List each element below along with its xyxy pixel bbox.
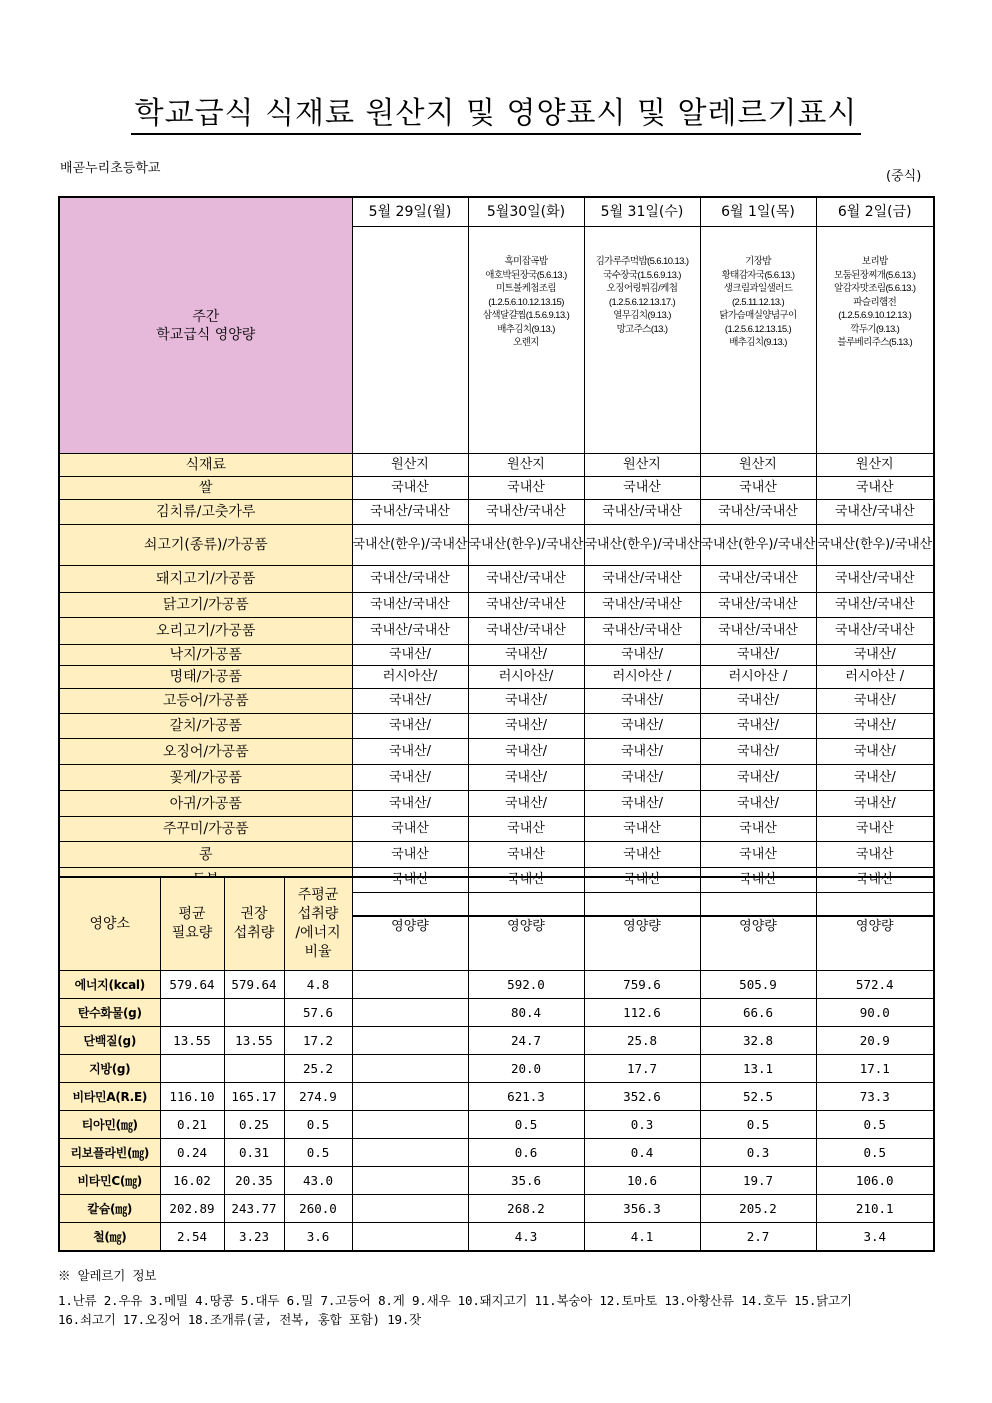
origin-value: 원산지 [468, 454, 584, 477]
nutrient-name: 리보플라빈(㎎) [59, 1139, 160, 1167]
nutrient-name: 티아민(㎎) [59, 1111, 160, 1139]
origin-value: 국내산 [352, 477, 468, 500]
origin-value: 국내산/ [352, 765, 468, 791]
nutrient-name: 단백질(g) [59, 1027, 160, 1055]
origin-value: 국내산/국내산 [584, 618, 700, 645]
menu-item: 오징어링튀김/케첩 [606, 283, 678, 294]
menu-item: 국수장국(1.5.6.9.13.) [603, 269, 681, 281]
origin-row [59, 593, 934, 618]
day-header: 5월30일(화) [468, 197, 584, 227]
nutrition-row [59, 1055, 934, 1083]
nutrition-value: 35.6 [468, 1167, 584, 1195]
ingredient-label: 주꾸미/가공품 [59, 817, 352, 842]
origin-value: 국내산/ [700, 739, 816, 765]
menu-item: 열무김치(9.13.) [613, 310, 671, 321]
day-header: 6월 2일(금) [816, 197, 934, 227]
origin-value: 국내산(한우)/국내산 [816, 525, 934, 566]
origin-value: 국내산 [816, 868, 934, 893]
nutrition-value: 3.4 [816, 1223, 934, 1252]
weekly-ratio-header: 주평균 섭취량 /에너지 비율 [284, 877, 352, 971]
menu-item: 미트볼케첩조림 [495, 283, 557, 294]
origin-value: 국내산(한우)/국내산 [700, 525, 816, 566]
origin-value: 국내산/ [816, 739, 934, 765]
origin-value: 국내산/ [816, 791, 934, 817]
origin-value: 국내산(한우)/국내산 [352, 525, 468, 566]
nutrition-value: 10.6 [584, 1167, 700, 1195]
origin-value: 국내산/ [352, 791, 468, 817]
menu-item: 닭가슴매실양념구이 [719, 310, 797, 321]
page-title: 학교급식 식재료 원산지 및 영양표시 및 알레르기표시 [0, 88, 992, 132]
origin-row [59, 714, 934, 739]
origin-value: 국내산/국내산 [584, 566, 700, 593]
nutrition-value: 0.5 [468, 1111, 584, 1139]
nutrition-value: 20.0 [468, 1055, 584, 1083]
day-header: 5월 29일(월) [352, 197, 468, 227]
origin-value: 국내산/국내산 [700, 500, 816, 525]
meal-type: (중식) [886, 169, 922, 184]
nutrition-value: 4.3 [468, 1223, 584, 1252]
origin-value: 국내산/ [816, 645, 934, 666]
origin-value: 국내산/국내산 [352, 618, 468, 645]
menu-item: 보리밥 [861, 256, 888, 267]
menu-cell [816, 227, 934, 454]
origin-row [59, 525, 934, 566]
allergy-list-line2: 16.쇠고기 17.오징어 18.조개류(굴, 전복, 홍합 포함) 19.잣 [58, 1312, 422, 1327]
weekly-ratio: 0.5 [284, 1139, 352, 1167]
origin-value: 국내산/ [700, 765, 816, 791]
recommended-intake: 0.31 [224, 1139, 284, 1167]
nutrition-row [59, 1027, 934, 1055]
avg-requirement: 0.24 [160, 1139, 224, 1167]
origin-value: 국내산/국내산 [700, 593, 816, 618]
nutrition-row [59, 1167, 934, 1195]
weekly-ratio: 43.0 [284, 1167, 352, 1195]
origin-value: 국내산 [816, 842, 934, 868]
nutrient-name: 칼슘(㎎) [59, 1195, 160, 1223]
day-header: 5월 31일(수) [584, 197, 700, 227]
origin-value: 국내산/국내산 [816, 593, 934, 618]
nutrition-value [352, 1083, 468, 1111]
origin-value: 국내산 [816, 817, 934, 842]
ingredient-label: 갈치/가공품 [59, 714, 352, 739]
nutrient-name: 철(㎎) [59, 1223, 160, 1252]
origin-value: 국내산/ [352, 645, 468, 666]
ingredient-label: 명태/가공품 [59, 666, 352, 689]
nutrient-name: 비타민C(㎎) [59, 1167, 160, 1195]
origin-value: 원산지 [352, 454, 468, 477]
weekly-ratio: 260.0 [284, 1195, 352, 1223]
nutrition-value [352, 999, 468, 1027]
origin-value: 원산지 [584, 454, 700, 477]
origin-value: 국내산/국내산 [468, 618, 584, 645]
nutrition-table [58, 876, 935, 1252]
origin-value: 러시아산 / [816, 666, 934, 689]
nutrient-name: 탄수화물(g) [59, 999, 160, 1027]
nutrition-value: 2.7 [700, 1223, 816, 1252]
nutrition-value [352, 971, 468, 999]
origin-value: 국내산/국내산 [816, 500, 934, 525]
recommended-intake: 243.77 [224, 1195, 284, 1223]
menu-item: 블루베리주스(5.13.) [837, 337, 913, 348]
nutrition-value: 210.1 [816, 1195, 934, 1223]
date-row [59, 197, 934, 227]
weekly-ratio: 25.2 [284, 1055, 352, 1083]
origin-value: 국내산/국내산 [352, 593, 468, 618]
nutrition-value: 25.8 [584, 1027, 700, 1055]
menu-item: 망고주스(13.) [616, 323, 668, 335]
ingredient-label: 오리고기/가공품 [59, 618, 352, 645]
origin-value: 국내산 [584, 477, 700, 500]
origin-value: 국내산/ [584, 689, 700, 714]
origin-value: 국내산 [584, 817, 700, 842]
origin-value: 국내산/ [700, 645, 816, 666]
origin-row [59, 477, 934, 500]
menu-cell [468, 227, 584, 454]
nutrient-name: 비타민A(R.E) [59, 1083, 160, 1111]
recommended-intake [224, 1055, 284, 1083]
origin-value: 국내산/ [584, 645, 700, 666]
origin-row [59, 765, 934, 791]
menu-item: 알감자맛조림(5.6.13.) [834, 283, 916, 294]
ingredient-label: 고등어/가공품 [59, 689, 352, 714]
nutrition-row [59, 1195, 934, 1223]
allergy-heading: ※ 알레르기 정보 [58, 1268, 157, 1283]
origin-value: 국내산/국내산 [816, 618, 934, 645]
origin-value: 국내산 [468, 817, 584, 842]
origin-value: 국내산 [700, 477, 816, 500]
nutrition-row [59, 971, 934, 999]
origin-value: 국내산 [468, 842, 584, 868]
origin-value: 국내산/ [584, 791, 700, 817]
origin-value: 국내산/ [352, 714, 468, 739]
weekly-ratio: 17.2 [284, 1027, 352, 1055]
origin-value: 국내산/ [584, 714, 700, 739]
origin-value: 국내산/ [816, 689, 934, 714]
origin-value: 원산지 [816, 454, 934, 477]
nutrition-value: 24.7 [468, 1027, 584, 1055]
ingredient-label: 쌀 [59, 477, 352, 500]
avg-requirement: 116.10 [160, 1083, 224, 1111]
nutrition-value: 0.6 [468, 1139, 584, 1167]
nutrition-value [352, 1167, 468, 1195]
nutrition-value: 52.5 [700, 1083, 816, 1111]
nutrition-value: 106.0 [816, 1167, 934, 1195]
weekly-ratio: 57.6 [284, 999, 352, 1027]
menu-item: 배추김치(9.13.) [497, 323, 555, 335]
nutrition-amount-header: 영양량 [468, 877, 584, 971]
weekly-nutrition-label: 주간 학교급식 영양량 [59, 197, 352, 454]
menu-cell [352, 227, 468, 454]
nutrition-row [59, 1083, 934, 1111]
nutrient-name: 에너지(kcal) [59, 971, 160, 999]
menu-item: 모둠된장찌개(5.6.13.) [834, 269, 916, 281]
origin-value: 국내산/ [468, 645, 584, 666]
origin-value: 러시아산 / [584, 666, 700, 689]
nutrition-value [352, 1195, 468, 1223]
recommended-intake [224, 999, 284, 1027]
avg-requirement: 16.02 [160, 1167, 224, 1195]
nutrition-row [59, 1223, 934, 1252]
nutrition-value: 205.2 [700, 1195, 816, 1223]
origin-table [58, 196, 935, 917]
origin-value: 국내산/ [352, 739, 468, 765]
school-name: 배곧누리초등학교 [60, 161, 161, 176]
nutrition-amount-header: 영양량 [816, 877, 934, 971]
origin-value: 국내산 [352, 817, 468, 842]
menu-item: 깍두기(9.13.) [850, 323, 900, 335]
origin-value: 국내산 [468, 477, 584, 500]
menu-item: 오렌지 [513, 337, 539, 348]
nutrition-value: 80.4 [468, 999, 584, 1027]
nutrition-value: 17.1 [816, 1055, 934, 1083]
nutrition-value: 505.9 [700, 971, 816, 999]
origin-row [59, 454, 934, 477]
nutrition-amount-header: 영양량 [584, 877, 700, 971]
nutrition-value: 17.7 [584, 1055, 700, 1083]
allergy-list-line1: 1.난류 2.우유 3.메밀 4.땅콩 5.대두 6.밀 7.고등어 8.게 9.새우 10.돼지고기 11.복숭아 12.토마토 13.아황산류 14.호두 15.닭고기 [58, 1293, 852, 1308]
nutrition-value: 0.3 [700, 1139, 816, 1167]
menu-cell [584, 227, 700, 454]
menu-item: (2.5.11.12.13.) [731, 296, 785, 308]
ingredient-label: 김치류/고춧가루 [59, 500, 352, 525]
ingredient-label: 꽃게/가공품 [59, 765, 352, 791]
menu-item: 삼색달걀찜(1.5.6.9.13.) [482, 310, 570, 321]
avg-requirement: 0.21 [160, 1111, 224, 1139]
origin-value: 국내산/국내산 [584, 500, 700, 525]
nutrition-value: 112.6 [584, 999, 700, 1027]
origin-value: 국내산 [352, 842, 468, 868]
menu-cell [700, 227, 816, 454]
recommended-intake: 3.23 [224, 1223, 284, 1252]
recommended-intake: 0.25 [224, 1111, 284, 1139]
origin-row [59, 817, 934, 842]
origin-value: 국내산/ [816, 714, 934, 739]
nutrition-value: 592.0 [468, 971, 584, 999]
nutrition-header-row [59, 877, 934, 971]
origin-value: 러시아산/ [468, 666, 584, 689]
origin-value: 국내산 [468, 868, 584, 893]
menu-item: 생크림과일샐러드 [723, 283, 793, 294]
ingredient-label: 쇠고기(종류)/가공품 [59, 525, 352, 566]
menu-item: 흑미잡곡밥 [504, 256, 548, 267]
origin-value: 러시아산/ [352, 666, 468, 689]
avg-requirement: 579.64 [160, 971, 224, 999]
nutrition-value: 20.9 [816, 1027, 934, 1055]
origin-value: 국내산 [700, 842, 816, 868]
nutrition-value [352, 1223, 468, 1252]
nutrition-value: 0.4 [584, 1139, 700, 1167]
nutrition-value: 73.3 [816, 1083, 934, 1111]
nutrition-value [352, 1055, 468, 1083]
recommended-intake-header: 권장 섭취량 [224, 877, 284, 971]
origin-value: 원산지 [700, 454, 816, 477]
origin-row [59, 739, 934, 765]
origin-value: 국내산 [584, 868, 700, 893]
origin-value: 국내산/국내산 [816, 566, 934, 593]
origin-value: 국내산(한우)/국내산 [468, 525, 584, 566]
nutrition-value: 66.6 [700, 999, 816, 1027]
origin-value: 국내산/ [700, 714, 816, 739]
origin-value: 국내산/ [352, 689, 468, 714]
origin-value: 국내산/ [700, 791, 816, 817]
avg-requirement: 13.55 [160, 1027, 224, 1055]
nutrient-name: 지방(g) [59, 1055, 160, 1083]
origin-value: 국내산 [700, 817, 816, 842]
origin-value: 국내산/ [584, 765, 700, 791]
day-header: 6월 1일(목) [700, 197, 816, 227]
origin-row [59, 645, 934, 666]
origin-value: 국내산/국내산 [468, 593, 584, 618]
origin-value: 러시아산 / [700, 666, 816, 689]
menu-item: 김가루주먹밥(5.6.10.13.) [595, 256, 689, 267]
origin-value: 국내산/국내산 [584, 593, 700, 618]
recommended-intake: 579.64 [224, 971, 284, 999]
ingredient-label: 아귀/가공품 [59, 791, 352, 817]
nutrition-amount-header: 영양량 [700, 877, 816, 971]
ingredient-label: 낙지/가공품 [59, 645, 352, 666]
origin-value: 국내산/국내산 [468, 500, 584, 525]
origin-value: 국내산/ [816, 765, 934, 791]
nutrition-amount-header: 영양량 [352, 877, 468, 971]
origin-value: 국내산/ [584, 739, 700, 765]
avg-requirement-header: 평균 필요량 [160, 877, 224, 971]
origin-row [59, 842, 934, 868]
nutrition-row [59, 1111, 934, 1139]
ingredient-label: 닭고기/가공품 [59, 593, 352, 618]
menu-item: (1.2.5.6.12.13.17.) [608, 296, 676, 308]
ingredient-label: 식재료 [59, 454, 352, 477]
origin-value: 국내산/ [468, 791, 584, 817]
nutrition-value: 0.5 [700, 1111, 816, 1139]
nutrition-value [352, 1027, 468, 1055]
nutrition-value: 759.6 [584, 971, 700, 999]
origin-value: 국내산/국내산 [352, 500, 468, 525]
avg-requirement [160, 999, 224, 1027]
nutrition-value: 268.2 [468, 1195, 584, 1223]
origin-value: 국내산/국내산 [700, 566, 816, 593]
nutrition-value: 90.0 [816, 999, 934, 1027]
nutrient-header: 영양소 [59, 877, 160, 971]
menu-item: 애호박된장국(5.6.13.) [485, 269, 567, 281]
origin-value: 국내산/ [468, 739, 584, 765]
nutrition-value: 0.5 [816, 1111, 934, 1139]
origin-value: 국내산 [584, 842, 700, 868]
origin-row [59, 666, 934, 689]
nutrition-value: 356.3 [584, 1195, 700, 1223]
menu-item: 배추김치(9.13.) [729, 337, 787, 348]
origin-row [59, 689, 934, 714]
origin-value: 국내산 [816, 477, 934, 500]
nutrition-value: 352.6 [584, 1083, 700, 1111]
recommended-intake: 13.55 [224, 1027, 284, 1055]
menu-item: (1.2.5.6.9.10.12.13.) [838, 310, 912, 321]
origin-value: 국내산/국내산 [700, 618, 816, 645]
origin-value: 국내산(한우)/국내산 [584, 525, 700, 566]
nutrition-value: 572.4 [816, 971, 934, 999]
origin-value: 국내산/국내산 [352, 566, 468, 593]
recommended-intake: 165.17 [224, 1083, 284, 1111]
nutrition-value: 4.1 [584, 1223, 700, 1252]
origin-row [59, 791, 934, 817]
weekly-ratio: 0.5 [284, 1111, 352, 1139]
ingredient-label: 콩 [59, 842, 352, 868]
menu-item: (1.2.5.6.10.12.13.15) [488, 296, 564, 308]
ingredient-label: 돼지고기/가공품 [59, 566, 352, 593]
nutrition-value: 621.3 [468, 1083, 584, 1111]
origin-value: 국내산/국내산 [468, 566, 584, 593]
origin-value: 국내산 [700, 868, 816, 893]
origin-value: 국내산/ [468, 714, 584, 739]
nutrition-row [59, 1139, 934, 1167]
avg-requirement: 202.89 [160, 1195, 224, 1223]
nutrition-value: 32.8 [700, 1027, 816, 1055]
origin-value: 국내산/ [468, 689, 584, 714]
nutrition-value [352, 1111, 468, 1139]
nutrition-value [352, 1139, 468, 1167]
menu-item: 황태감자국(5.6.13.) [721, 269, 795, 281]
weekly-ratio: 274.9 [284, 1083, 352, 1111]
nutrition-value: 19.7 [700, 1167, 816, 1195]
origin-row [59, 566, 934, 593]
avg-requirement: 2.54 [160, 1223, 224, 1252]
weekly-ratio: 3.6 [284, 1223, 352, 1252]
origin-value: 국내산 [352, 868, 468, 893]
nutrition-value: 13.1 [700, 1055, 816, 1083]
avg-requirement [160, 1055, 224, 1083]
recommended-intake: 20.35 [224, 1167, 284, 1195]
nutrition-row [59, 999, 934, 1027]
ingredient-label: 오징어/가공품 [59, 739, 352, 765]
origin-value: 국내산/ [468, 765, 584, 791]
weekly-ratio: 4.8 [284, 971, 352, 999]
origin-row [59, 500, 934, 525]
nutrition-value: 0.3 [584, 1111, 700, 1139]
origin-value: 국내산/ [700, 689, 816, 714]
menu-item: 파슬리햄전 [853, 296, 897, 308]
nutrition-value: 0.5 [816, 1139, 934, 1167]
menu-item: 기장밥 [745, 256, 771, 267]
origin-row [59, 618, 934, 645]
menu-item: (1.2.5.6.12.13.15.) [724, 323, 792, 335]
